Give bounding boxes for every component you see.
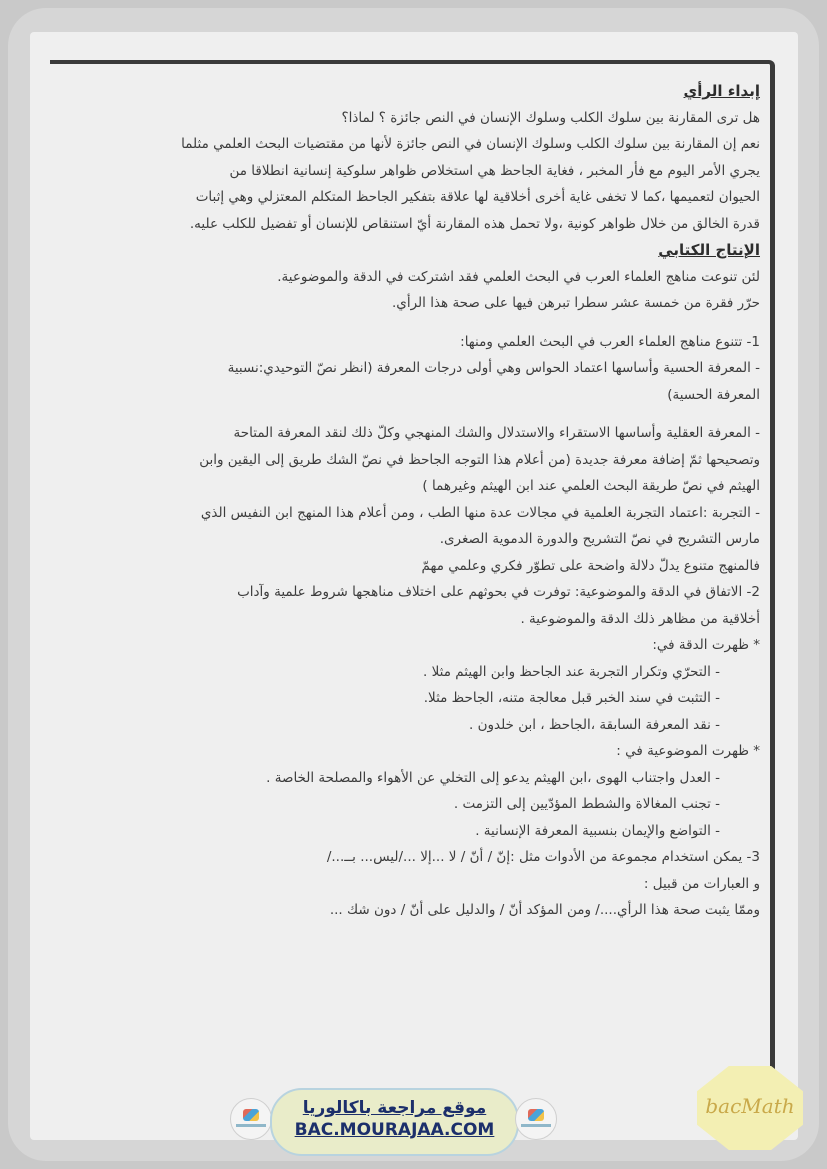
section-heading-opinion: إبداء الرأي xyxy=(683,82,760,100)
site-title[interactable]: موقع مراجعة باكالوريا xyxy=(302,1098,487,1118)
text-line: الحيوان لتعميمها ،كما لا تخفى غاية أخرى أخلاقية لها علاقة بتفكير الجاحظ المتكلم المعتزلي وهي إثبات xyxy=(195,189,760,205)
site-url-link[interactable]: BAC.MOURAJAA.COM xyxy=(294,1120,495,1140)
section-heading-writing: الإنتاج الكتابي xyxy=(658,241,760,259)
text-line: و العبارات من قبيل : xyxy=(643,875,760,892)
list-item: - العدل واجتناب الهوى ،ابن الهيثم يدعو إلى التخلي عن الأهواء والمصلحة الخاصة . xyxy=(266,769,720,786)
list-item: - التحرّي وتكرار التجربة عند الجاحظ وابن الهيثم مثلا . xyxy=(423,663,720,680)
document-body xyxy=(70,78,760,924)
badge-label: bacMath xyxy=(705,1094,795,1118)
text-line: الهيثم في نصّ طريقة البحث العلمي عند ابن الهيثم وغيرهما ) xyxy=(422,478,760,494)
text-line: لئن تنوعت مناهج العلماء العرب في البحث العلمي فقد اشتركت في الدقة والموضوعية. xyxy=(277,268,760,285)
text-line: قدرة الخالق من خلال ظواهر كونية ،ولا تحمل هذه المقارنة أيّ استنقاص للإنسان أو تفضيل للكلب عليه. xyxy=(189,215,760,232)
text-line: - المعرفة الحسية وأساسها اعتماد الحواس وهي أولى درجات المعرفة (انظر نصّ التوحيدي:نسبية xyxy=(227,360,760,376)
text-line: - المعرفة العقلية وأساسها الاستقراء والاستدلال والشك المنهجي وكلّ ذلك لنقد المعرفة المتاحة xyxy=(233,425,760,441)
text-line: يجري الأمر اليوم مع فأر المخبر ، فغاية الجاحظ هي استخلاص ظواهر سلوكية إنسانية انطلاقا من xyxy=(229,162,760,179)
text-line: 1- تتنوع مناهج العلماء العرب في البحث العلمي ومنها: xyxy=(460,333,760,350)
text-line: نعم إن المقارنة بين سلوك الكلب وسلوك الإنسان في النص جائزة لأنها من مقتضيات البحث العلمي مثلما xyxy=(181,136,760,152)
text-line: مارس التشريح في نصّ التشريح والدورة الدموية الصغرى. xyxy=(439,531,760,547)
list-item: - التثبت في سند الخبر قبل معالجة متنه، الجاحظ مثلا. xyxy=(423,690,720,706)
text-line: - التجربة :اعتماد التجربة العلمية في مجالات عدة منها الطب ، ومن أعلام هذا المنهج ابن النفيس الذي xyxy=(200,504,760,521)
text-line: وتصحيحها ثمّ إضافة معرفة جديدة (من أعلام هذا التوجه الجاحظ في نصّ الشك طريق إلى اليقين وابن xyxy=(199,451,760,468)
text-line: وممّا يثبت صحة هذا الرأي..../ ومن المؤكد أنّ / والدليل على أنّ / دون شك ... xyxy=(329,902,760,918)
list-item: - التواضع والإيمان بنسبية المعرفة الإنسانية . xyxy=(475,822,720,839)
site-banner[interactable] xyxy=(270,1088,519,1156)
text-line: المعرفة الحسية) xyxy=(667,386,760,403)
bacmath-badge xyxy=(697,1066,803,1150)
site-logo-icon xyxy=(230,1098,272,1140)
list-item: - تجنب المغالاة والشطط المؤدّيين إلى التزمت . xyxy=(453,796,720,812)
text-line: أخلاقية من مظاهر ذلك الدقة والموضوعية . xyxy=(520,610,760,627)
text-line: فالمنهج متنوع يدلّ دلالة واضحة على تطوّر فكري وعلمي مهمّ xyxy=(421,557,760,574)
text-line: 3- يمكن استخدام مجموعة من الأدوات مثل :إنّ / أنّ / لا ...إلا .../ليس... بــ.../ xyxy=(326,849,760,865)
precision-title: * ظهرت الدقة في: xyxy=(652,637,760,653)
site-logo-icon xyxy=(515,1098,557,1140)
text-line: هل ترى المقارنة بين سلوك الكلب وسلوك الإنسان في النص جائزة ؟ لماذا؟ xyxy=(341,109,760,126)
text-line: حرّر فقرة من خمسة عشر سطرا تبرهن فيها على صحة هذا الرأي. xyxy=(391,295,760,311)
list-item: - نقد المعرفة السابقة ،الجاحظ ، ابن خلدون . xyxy=(468,716,720,733)
text-line: 2- الاتفاق في الدقة والموضوعية: توفرت في بحوثهم على اختلاف مناهجها شروط علمية وآداب xyxy=(237,584,760,600)
objectivity-title: * ظهرت الموضوعية في : xyxy=(616,743,760,759)
